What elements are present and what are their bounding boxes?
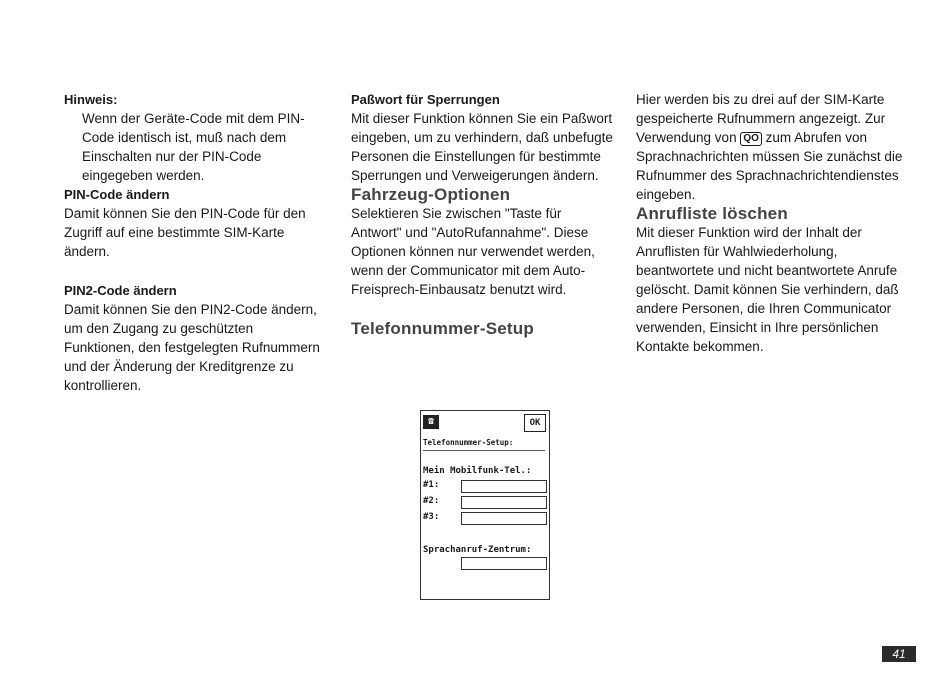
- page-number: 41: [882, 646, 916, 662]
- column-right: [636, 90, 906, 356]
- slot-1-label: #1:: [423, 480, 440, 490]
- phone-screen-title: Telefonnummer-Setup:: [423, 437, 545, 451]
- vehicle-options-body: Selektieren Sie zwischen "Taste für Antwort" und "AutoRufannahme". Diese Optionen können nur verwendet werden, wenn der Communicator mit dem Auto-Freisprech-Einbausatz benutzt wird.: [351, 206, 595, 297]
- pin2-code-heading: PIN2-Code ändern: [64, 283, 177, 298]
- ok-button: OK: [524, 414, 546, 432]
- setup-description-part1: Hier werden bis zu drei auf der SIM-Karte gespeicherte Rufnummern angezeigt. Zur Verwendung von: [636, 92, 886, 145]
- setup-description: [636, 90, 906, 204]
- slot-1-field: [461, 480, 547, 493]
- slot-3-field: [461, 512, 547, 525]
- call-list-body: Mit dieser Funktion wird der Inhalt der Anruflisten für Wahlwiederholung, beantwortete und nicht beantwortete Anrufe gelöscht. Damit können Sie verhindern, daß andere Personen, die Ihren Communicator verwenden, Einsicht in Ihre persönlichen Kontakte bekommen.: [636, 225, 899, 354]
- pin-code-heading: PIN-Code ändern: [64, 187, 170, 202]
- column-left: [64, 90, 326, 395]
- phone-handset-icon: ☎: [423, 415, 439, 429]
- note-heading: Hinweis:: [64, 92, 118, 107]
- phone-screen-illustration: [420, 410, 550, 600]
- note-body: Wenn der Geräte-Code mit dem PIN-Code identisch ist, muß nach dem Einschalten nur der PIN-Code eingegeben werden.: [82, 111, 305, 183]
- password-body: Mit dieser Funktion können Sie ein Paßwort eingeben, um zu verhindern, daß unbefugte Personen die Einstellungen für bestimmte Sperrungen und Verweigerungen ändern.: [351, 111, 613, 183]
- slot-2-label: #2:: [423, 496, 440, 506]
- setup-description-part2: zum Abrufen von Sprachnachrichten müssen Sie zunächst die Rufnummer des Sprachnachrichtendienstes eingeben.: [636, 130, 903, 202]
- slot-3-label: #3:: [423, 512, 440, 522]
- voicemail-key-icon: QO: [740, 132, 762, 146]
- pin-code-body: Damit können Sie den PIN-Code für den Zugriff auf eine bestimmte SIM-Karte ändern.: [64, 206, 306, 259]
- mobile-number-label: Mein Mobilfunk-Tel.:: [423, 466, 532, 476]
- call-list-heading: Anrufliste löschen: [636, 204, 788, 223]
- pin2-code-body: Damit können Sie den PIN2-Code ändern, um den Zugang zu geschützten Funktionen, den festgelegten Rufnummern und der Änderung der Kreditgrenze zu kontrollieren.: [64, 302, 320, 393]
- voicemail-center-label: Sprachanruf-Zentrum:: [423, 545, 532, 555]
- voicemail-center-field: [461, 557, 547, 570]
- password-heading: Paßwort für Sperrungen: [351, 92, 500, 107]
- slot-2-field: [461, 496, 547, 509]
- phone-setup-heading: Telefonnummer-Setup: [351, 319, 534, 338]
- column-middle: [351, 90, 613, 338]
- vehicle-options-heading: Fahrzeug-Optionen: [351, 185, 511, 204]
